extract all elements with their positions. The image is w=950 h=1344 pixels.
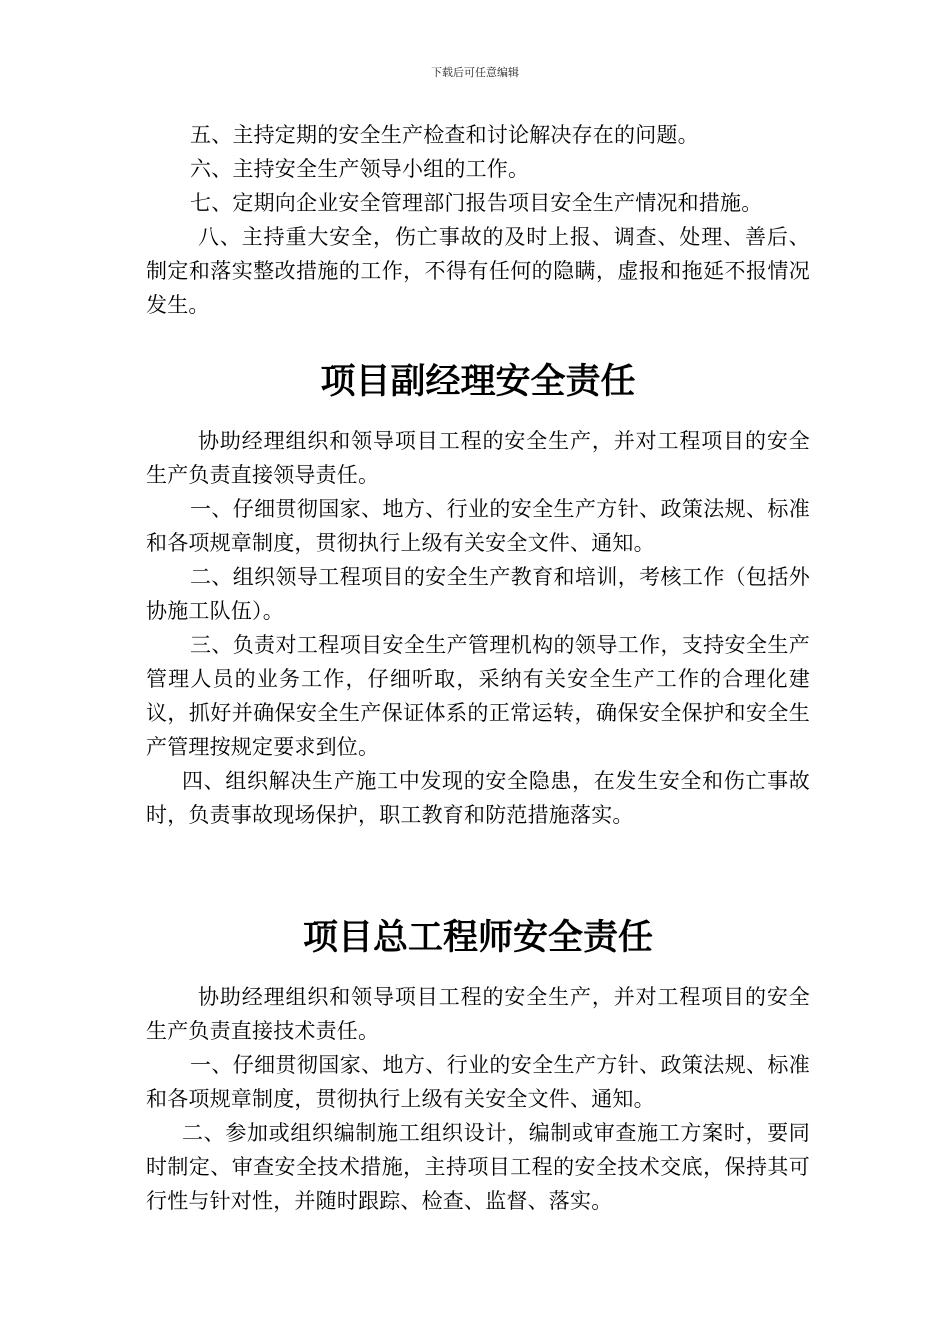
paragraph: 二、组织领导工程项目的安全生产教育和培训，考核工作（包括外协施工队伍）。 [146,565,810,623]
paragraph: 四、组织解决生产施工中发现的安全隐患，在发生安全和伤亡事故时，负责事故现场保护，职工教育和防范措施落实。 [146,769,810,827]
page-header-note: 下载后可任意编辑 [431,66,519,79]
paragraph: 一、仔细贯彻国家、地方、行业的安全生产方针、政策法规、标准和各项规章制度，贯彻执行上级有关安全文件、通知。 [146,497,810,555]
paragraph: 八、主持重大安全，伤亡事故的及时上报、调查、处理、善后、制定和落实整改措施的工作，不得有任何的隐瞒，虚报和拖延不报情况发生。 [146,225,810,317]
paragraph: 一、仔细贯彻国家、地方、行业的安全生产方针、政策法规、标准和各项规章制度，贯彻执行上级有关安全文件、通知。 [146,1053,810,1111]
section-title-chief-engineer: 项目总工程师安全责任 [302,918,653,958]
paragraph: 二、参加或组织编制施工组织设计，编制或审查施工方案时，要同时制定、审查安全技术措施，主持项目工程的安全技术交底，保持其可行性与针对性，并随时跟踪、检查、监督、落实。 [146,1121,810,1213]
paragraph: 协助经理组织和领导项目工程的安全生产，并对工程项目的安全生产负责直接领导责任。 [146,429,810,487]
paragraph: 协助经理组织和领导项目工程的安全生产，并对工程项目的安全生产负责直接技术责任。 [146,985,810,1043]
section-title-deputy-manager: 项目副经理安全责任 [320,362,636,402]
paragraph: 三、负责对工程项目安全生产管理机构的领导工作，支持安全生产管理人员的业务工作，仔细听取，采纳有关安全生产工作的合理化建议，抓好并确保安全生产保证体系的正常运转，确保安全保护和安全生产管理按规定要求到位。 [146,633,810,759]
section-chief-engineer [146,980,810,1218]
paragraph: 七、定期向企业安全管理部门报告项目安全生产情况和措施。 [190,191,763,215]
document-body [146,118,810,1218]
section-deputy-manager [146,424,810,832]
section-top [146,118,810,322]
paragraph: 六、主持安全生产领导小组的工作。 [190,157,530,181]
paragraph: 五、主持定期的安全生产检查和讨论解决存在的问题。 [190,123,699,147]
